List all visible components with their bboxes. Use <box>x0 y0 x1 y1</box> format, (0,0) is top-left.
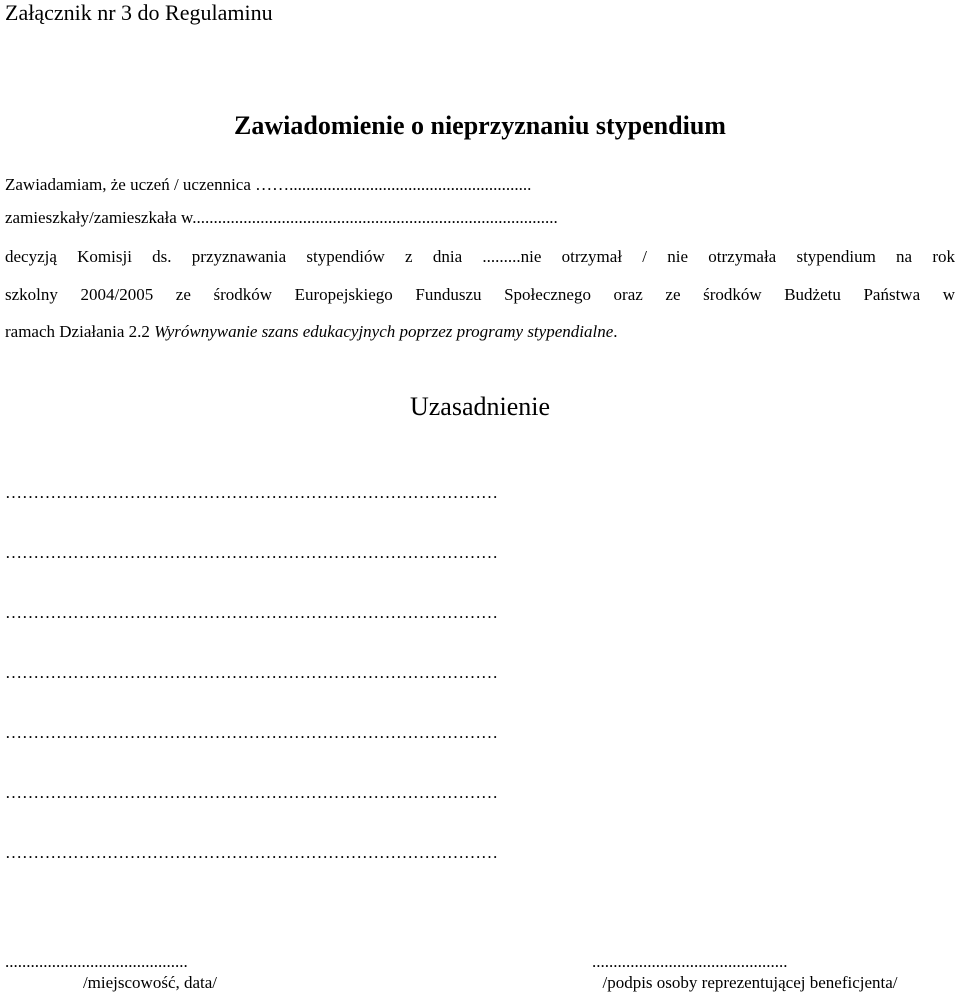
justification-line: …………………………………………………………………………… <box>5 783 498 802</box>
justification-line: …………………………………………………………………………… <box>5 663 498 682</box>
place-date-label: /miejscowość, data/ <box>82 973 218 992</box>
measure-line-end: . <box>613 322 618 341</box>
student-line: Zawiadamiam, że uczeń / uczennica ……......................................................... <box>5 175 532 194</box>
measure-line-italic: Wyrównywanie szans edukacyjnych poprzez programy stypendialne <box>154 322 614 341</box>
signature-label: /podpis osoby reprezentującej beneficjenta/ <box>602 973 898 992</box>
justification-line: …………………………………………………………………………… <box>5 723 498 742</box>
funding-line: szkolny 2004/2005 ze środków Europejskiego Funduszu Społecznego oraz ze środków Budżetu Państwa w <box>5 285 955 304</box>
decision-line: decyzją Komisji ds. przyznawania stypendiów z dnia .........nie otrzymał / nie otrzymała stypendium na rok <box>5 247 955 266</box>
justification-line: …………………………………………………………………………… <box>5 543 498 562</box>
justification-line: …………………………………………………………………………… <box>5 603 498 622</box>
document-header: Załącznik nr 3 do Regulaminu <box>5 0 273 25</box>
place-date-dots: ........................................... <box>5 952 188 971</box>
measure-line <box>5 322 618 342</box>
justification-line: …………………………………………………………………………… <box>5 483 498 502</box>
justification-heading: Uzasadnienie <box>409 392 551 421</box>
document-title: Zawiadomienie o nieprzyznaniu stypendium <box>234 111 726 140</box>
address-line: zamieszkały/zamieszkała w...................................................................................... <box>5 208 558 227</box>
justification-line: …………………………………………………………………………… <box>5 843 498 862</box>
measure-line-start: ramach Działania 2.2 <box>5 322 155 341</box>
signature-dots: .............................................. <box>592 952 788 971</box>
